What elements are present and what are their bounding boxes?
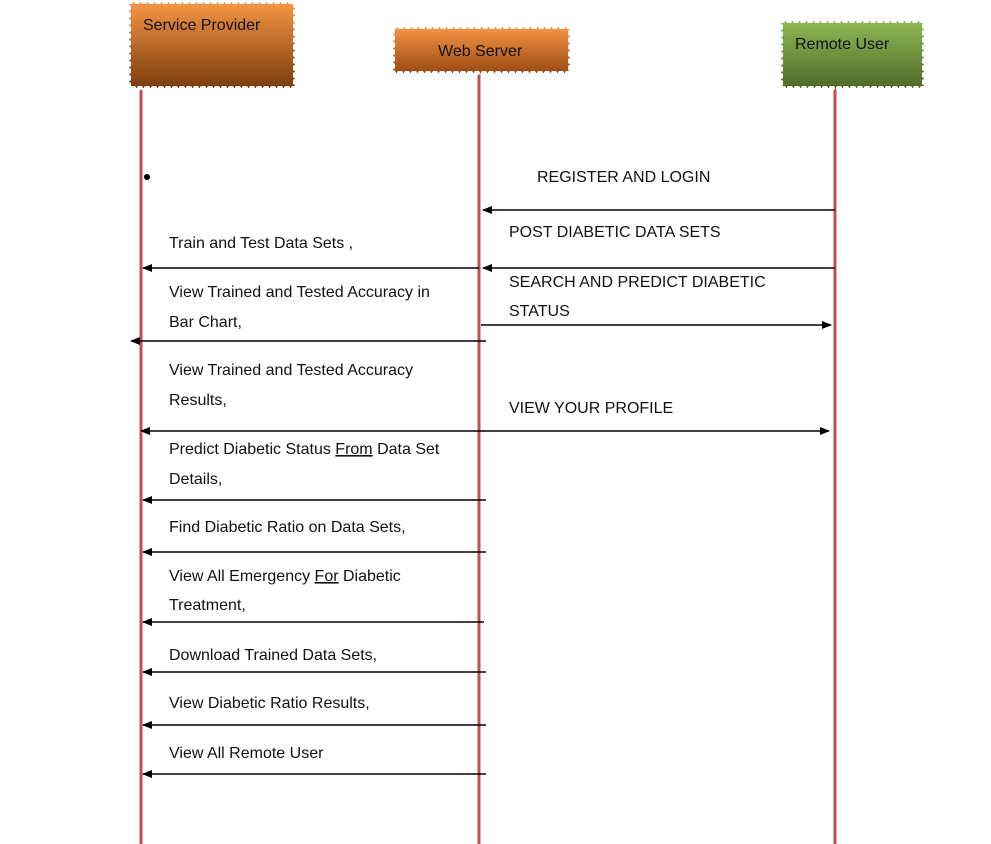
msg-view-emergency-part1: View All Emergency — [169, 568, 315, 585]
msg-view-emergency-underlined: For — [314, 568, 339, 585]
msg-predict-status-line2: Details, — [169, 471, 223, 488]
msg-predict-status-part2: Data Set — [372, 441, 440, 458]
msg-view-accuracy-chart-line1: View Trained and Tested Accuracy in — [169, 284, 430, 301]
msg-view-accuracy-results-line1: View Trained and Tested Accuracy — [169, 362, 413, 379]
msg-view-emergency-part2: Diabetic — [338, 568, 401, 585]
msg-search-predict-line2: STATUS — [509, 303, 570, 320]
msg-view-accuracy-chart-line2: Bar Chart, — [169, 314, 242, 331]
actor-web-server — [393, 27, 570, 73]
actor-service-provider-label: Service Provider — [143, 17, 261, 34]
msg-post-data-sets: POST DIABETIC DATA SETS — [509, 224, 721, 241]
msg-predict-status-underlined: From — [335, 441, 373, 458]
actor-service-provider — [129, 2, 295, 88]
msg-predict-status-part1: Predict Diabetic Status — [169, 441, 336, 458]
msg-train-test: Train and Test Data Sets , — [169, 235, 354, 252]
msg-register-login: REGISTER AND LOGIN — [537, 169, 711, 186]
actor-remote-user — [781, 21, 924, 88]
actor-web-server-label: Web Server — [438, 43, 523, 60]
actor-remote-user-label: Remote User — [795, 36, 890, 53]
msg-view-ratio-results: View Diabetic Ratio Results, — [169, 695, 370, 712]
msg-view-emergency-line1 — [169, 568, 401, 585]
msg-find-ratio: Find Diabetic Ratio on Data Sets, — [169, 519, 406, 536]
msg-view-accuracy-results-line2: Results, — [169, 392, 227, 409]
msg-view-emergency-line2: Treatment, — [169, 597, 246, 614]
msg-view-remote-users: View All Remote User — [169, 745, 324, 762]
msg-search-predict-line1: SEARCH AND PREDICT DIABETIC — [509, 274, 766, 291]
bullet-dot — [144, 174, 150, 180]
msg-view-profile: VIEW YOUR PROFILE — [509, 400, 674, 417]
msg-predict-status-line1 — [169, 441, 440, 458]
msg-download-trained: Download Trained Data Sets, — [169, 647, 378, 664]
